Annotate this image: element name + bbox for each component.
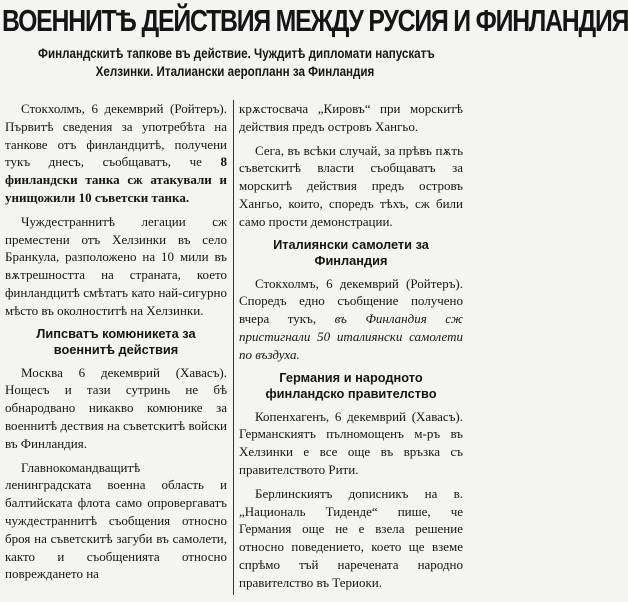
subheadline xyxy=(6,45,464,99)
section-heading: Липсватъ комюникета за военнитѣ действия xyxy=(36,325,196,357)
article-paragraph xyxy=(5,100,227,207)
article-paragraph: Главнокомандващитѣ ленинградската военна область и балтийската флота само опровергаватъ чуждестраннитѣ съобщения относно броя на съветскитѣ загуби въ самолети, както и съобщенията относно повреждането на xyxy=(5,459,227,582)
article-paragraph: Копенхагенъ, 6 декемврий (Хавасъ). Германскиятъ пълномощенъ м-ръ въ Хелзинки е все още въ връзка съ правителството Рити. xyxy=(239,408,463,477)
article-paragraph: Сега, въ всѣки случай, за прѣвъ пѫть съветскитѣ власти съобщаватъ за морскитѣ действия предъ островъ Хангьо, които, споредъ тѣхъ, сж били само прости демонстрации. xyxy=(239,142,463,229)
italic-text: въ Финландия сж пристигнали 50 италиянски самолети по въздуха. xyxy=(239,311,463,362)
article-paragraph xyxy=(239,275,463,364)
paragraph-text: Първитѣ сведения за употребѣта на танкове отъ финландцитѣ, получени тукъ днесъ, съобщаватъ, че xyxy=(5,118,227,170)
right-column xyxy=(239,100,463,598)
section-heading: Италиянски самолети за Финландия xyxy=(273,236,429,268)
article-paragraph: Чуждестраннитѣ легации сж преместени отъ Хелзинки въ село Бранкула, разположено на 10 мили въ вѫтрешността на страната, което финландцитѣ смѣтатъ като най-сигурно мѣсто въ околноститѣ на Хелзинки. xyxy=(5,213,227,318)
article-paragraph: Берлинскиятъ дописникъ на в. „Националь Тиденде“ пише, че Германия още не е взела решение относно поведението, което ще вземе спрѣмо тъй наречената народно правителство въ Териоки. xyxy=(239,485,463,590)
section-heading: Германия и народното финландско правителство xyxy=(265,369,437,401)
article-paragraph: Москва 6 декемврий (Хавасъ). Нощесъ и тази сутринь не бѣ обнародвано никакво комюнике за военнитѣ дествия на съветскитѣ войски въ Финландия. xyxy=(5,364,227,451)
column-divider xyxy=(233,100,234,595)
subheadline-line-2: Хелзинки. Италиански аеропланн за Финландия xyxy=(95,64,375,79)
article-paragraph: крѫстосвача „Кировъ“ при морскитѣ действия предъ островъ Хангьо. xyxy=(239,101,463,134)
left-column xyxy=(5,100,227,589)
headline: ВОЕННИТѢ ДЕЙСТВИЯ МЕЖДУ РУСИЯ И ФИНЛАНДИЯ xyxy=(2,3,628,38)
bold-text: 8 финландски танка сж атакували и унищожили 10 съветски танка. xyxy=(5,154,227,205)
paragraph-text: Стокхолмъ, 6 декемврий (Ройтеръ). Споредъ едно съобщение получено вчера тукъ, xyxy=(239,275,463,327)
subheadline-line-1: Финландскитѣ тапкове въ действие. Чуждитѣ дипломати напускатъ xyxy=(38,46,435,61)
dateline: Стокхолмъ, 6 декемврий (Ройтеръ). xyxy=(21,101,227,116)
